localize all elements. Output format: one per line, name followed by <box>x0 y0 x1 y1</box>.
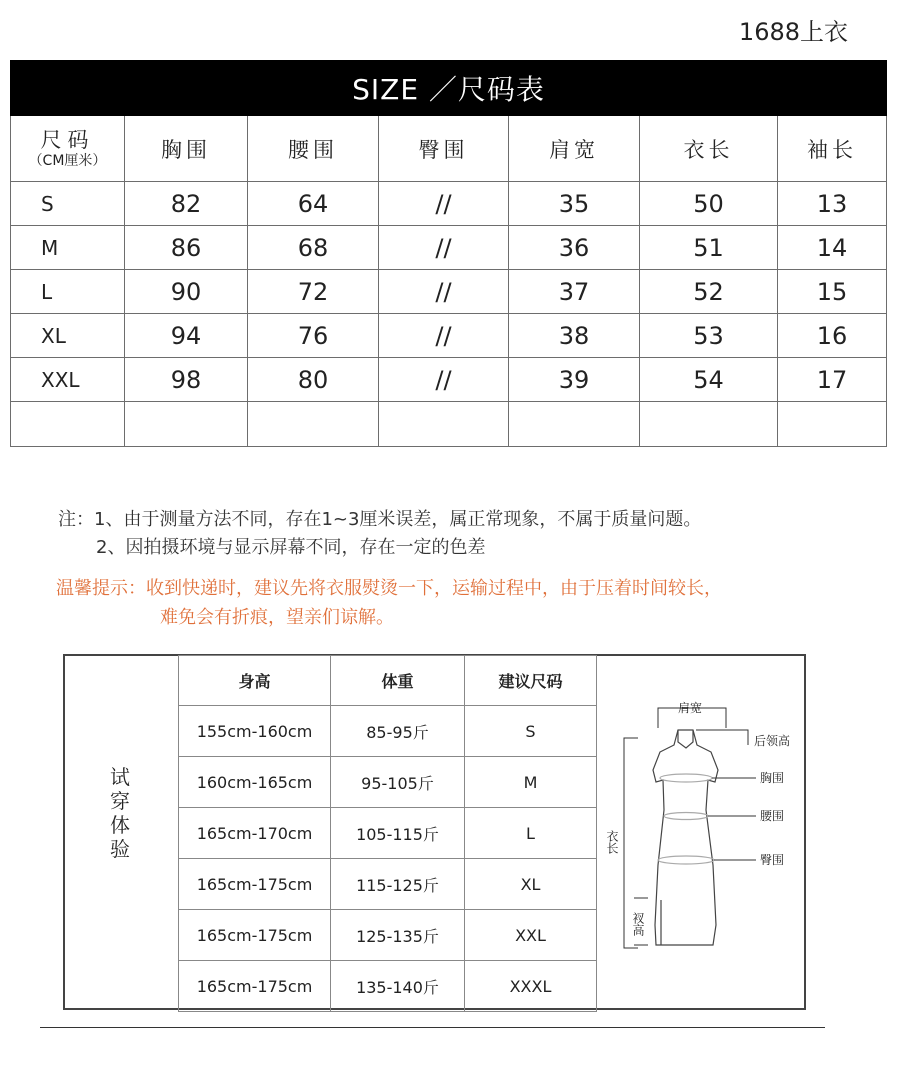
header-chest: 胸围 <box>125 116 248 182</box>
value-cell: 80 <box>248 358 379 402</box>
value-cell: 39 <box>509 358 640 402</box>
height-cell: 155cm-160cm <box>179 706 331 757</box>
tryon-header-row <box>179 656 597 706</box>
blank-row <box>11 402 887 447</box>
value-cell: // <box>379 358 509 402</box>
label-chest: 胸围 <box>760 771 785 785</box>
value-cell: 82 <box>125 182 248 226</box>
header-shoulder: 肩宽 <box>509 116 640 182</box>
dress-outline <box>653 730 718 945</box>
size-header-sub: （CM厘米） <box>28 152 107 169</box>
value-cell: 15 <box>778 270 887 314</box>
header-suggested-size: 建议尺码 <box>465 656 597 706</box>
size-cell: XL <box>11 314 125 358</box>
value-cell: 16 <box>778 314 887 358</box>
size-cell: S <box>465 706 597 757</box>
blank-cell <box>509 402 640 447</box>
weight-cell: 85-95斤 <box>331 706 465 757</box>
value-cell: 38 <box>509 314 640 358</box>
label-slit: 衩高 <box>631 912 645 936</box>
size-table-header-row <box>11 116 887 182</box>
blank-cell <box>248 402 379 447</box>
note-line-1: 注：1、由于测量方法不同，存在1~3厘米误差，属正常现象，不属于质量问题。 <box>58 509 702 530</box>
table-row <box>179 961 597 1012</box>
waist-line <box>664 813 708 820</box>
table-row <box>179 808 597 859</box>
size-cell: XXXL <box>465 961 597 1012</box>
hip-line <box>658 856 714 864</box>
size-cell: M <box>11 226 125 270</box>
header-hip: 臀围 <box>379 116 509 182</box>
size-cell: L <box>11 270 125 314</box>
height-cell: 165cm-170cm <box>179 808 331 859</box>
weight-cell: 135-140斤 <box>331 961 465 1012</box>
table-row <box>11 270 887 314</box>
value-cell: // <box>379 226 509 270</box>
value-cell: 52 <box>640 270 778 314</box>
table-row <box>11 182 887 226</box>
value-cell: // <box>379 314 509 358</box>
label-hip: 臀围 <box>760 853 785 867</box>
value-cell: 17 <box>778 358 887 402</box>
value-cell: 35 <box>509 182 640 226</box>
size-table-title: SIZE ／尺码表 <box>11 61 887 116</box>
value-cell: 13 <box>778 182 887 226</box>
size-cell: XXL <box>11 358 125 402</box>
chest-line <box>660 774 712 782</box>
table-row <box>179 859 597 910</box>
value-cell: 54 <box>640 358 778 402</box>
table-row <box>179 706 597 757</box>
blank-cell <box>640 402 778 447</box>
size-header-main: 尺码 <box>40 127 95 152</box>
dress-measurement-figure <box>598 690 804 965</box>
value-cell: 94 <box>125 314 248 358</box>
blank-cell <box>11 402 125 447</box>
size-cell: XXL <box>465 910 597 961</box>
value-cell: 68 <box>248 226 379 270</box>
header-height: 身高 <box>179 656 331 706</box>
weight-cell: 95-105斤 <box>331 757 465 808</box>
header-weight: 体重 <box>331 656 465 706</box>
warm-tip-line-1: 温馨提示：收到快递时，建议先将衣服熨烫一下，运输过程中，由于压着时间较长， <box>56 578 722 599</box>
value-cell: 98 <box>125 358 248 402</box>
header-length: 衣长 <box>640 116 778 182</box>
blank-cell <box>125 402 248 447</box>
size-table <box>10 60 887 447</box>
size-cell: M <box>465 757 597 808</box>
value-cell: 86 <box>125 226 248 270</box>
value-cell: 90 <box>125 270 248 314</box>
value-cell: 37 <box>509 270 640 314</box>
label-waist: 腰围 <box>760 809 785 823</box>
height-cell: 160cm-165cm <box>179 757 331 808</box>
value-cell: 72 <box>248 270 379 314</box>
value-cell: // <box>379 182 509 226</box>
value-cell: 51 <box>640 226 778 270</box>
height-cell: 165cm-175cm <box>179 859 331 910</box>
table-row <box>179 910 597 961</box>
value-cell: // <box>379 270 509 314</box>
tryon-table <box>178 655 597 1012</box>
label-shoulder: 肩宽 <box>678 701 703 715</box>
value-cell: 53 <box>640 314 778 358</box>
table-row <box>179 757 597 808</box>
weight-cell: 125-135斤 <box>331 910 465 961</box>
size-header-cell <box>11 116 125 182</box>
table-row <box>11 358 887 402</box>
value-cell: 14 <box>778 226 887 270</box>
value-cell: 36 <box>509 226 640 270</box>
header-waist: 腰围 <box>248 116 379 182</box>
footer-divider <box>40 1027 825 1028</box>
label-back-collar: 后领高 <box>754 734 791 748</box>
height-cell: 165cm-175cm <box>179 910 331 961</box>
value-cell: 50 <box>640 182 778 226</box>
blank-cell <box>778 402 887 447</box>
blank-cell <box>379 402 509 447</box>
corner-tag: 1688上衣 <box>738 18 848 46</box>
warm-tip-line-2: 难免会有折痕，望亲们谅解。 <box>160 607 394 628</box>
size-cell: L <box>465 808 597 859</box>
tryon-label: 试穿体验 <box>110 765 130 861</box>
size-cell: S <box>11 182 125 226</box>
table-row <box>11 314 887 358</box>
height-cell: 165cm-175cm <box>179 961 331 1012</box>
weight-cell: 105-115斤 <box>331 808 465 859</box>
header-sleeve: 袖长 <box>778 116 887 182</box>
table-row <box>11 226 887 270</box>
back-collar-pointer <box>696 730 748 745</box>
weight-cell: 115-125斤 <box>331 859 465 910</box>
collar-outline <box>678 730 693 748</box>
note-line-2: 2、因拍摄环境与显示屏幕不同，存在一定的色差 <box>96 537 486 558</box>
label-length: 衣长 <box>605 830 619 854</box>
value-cell: 76 <box>248 314 379 358</box>
value-cell: 64 <box>248 182 379 226</box>
size-cell: XL <box>465 859 597 910</box>
